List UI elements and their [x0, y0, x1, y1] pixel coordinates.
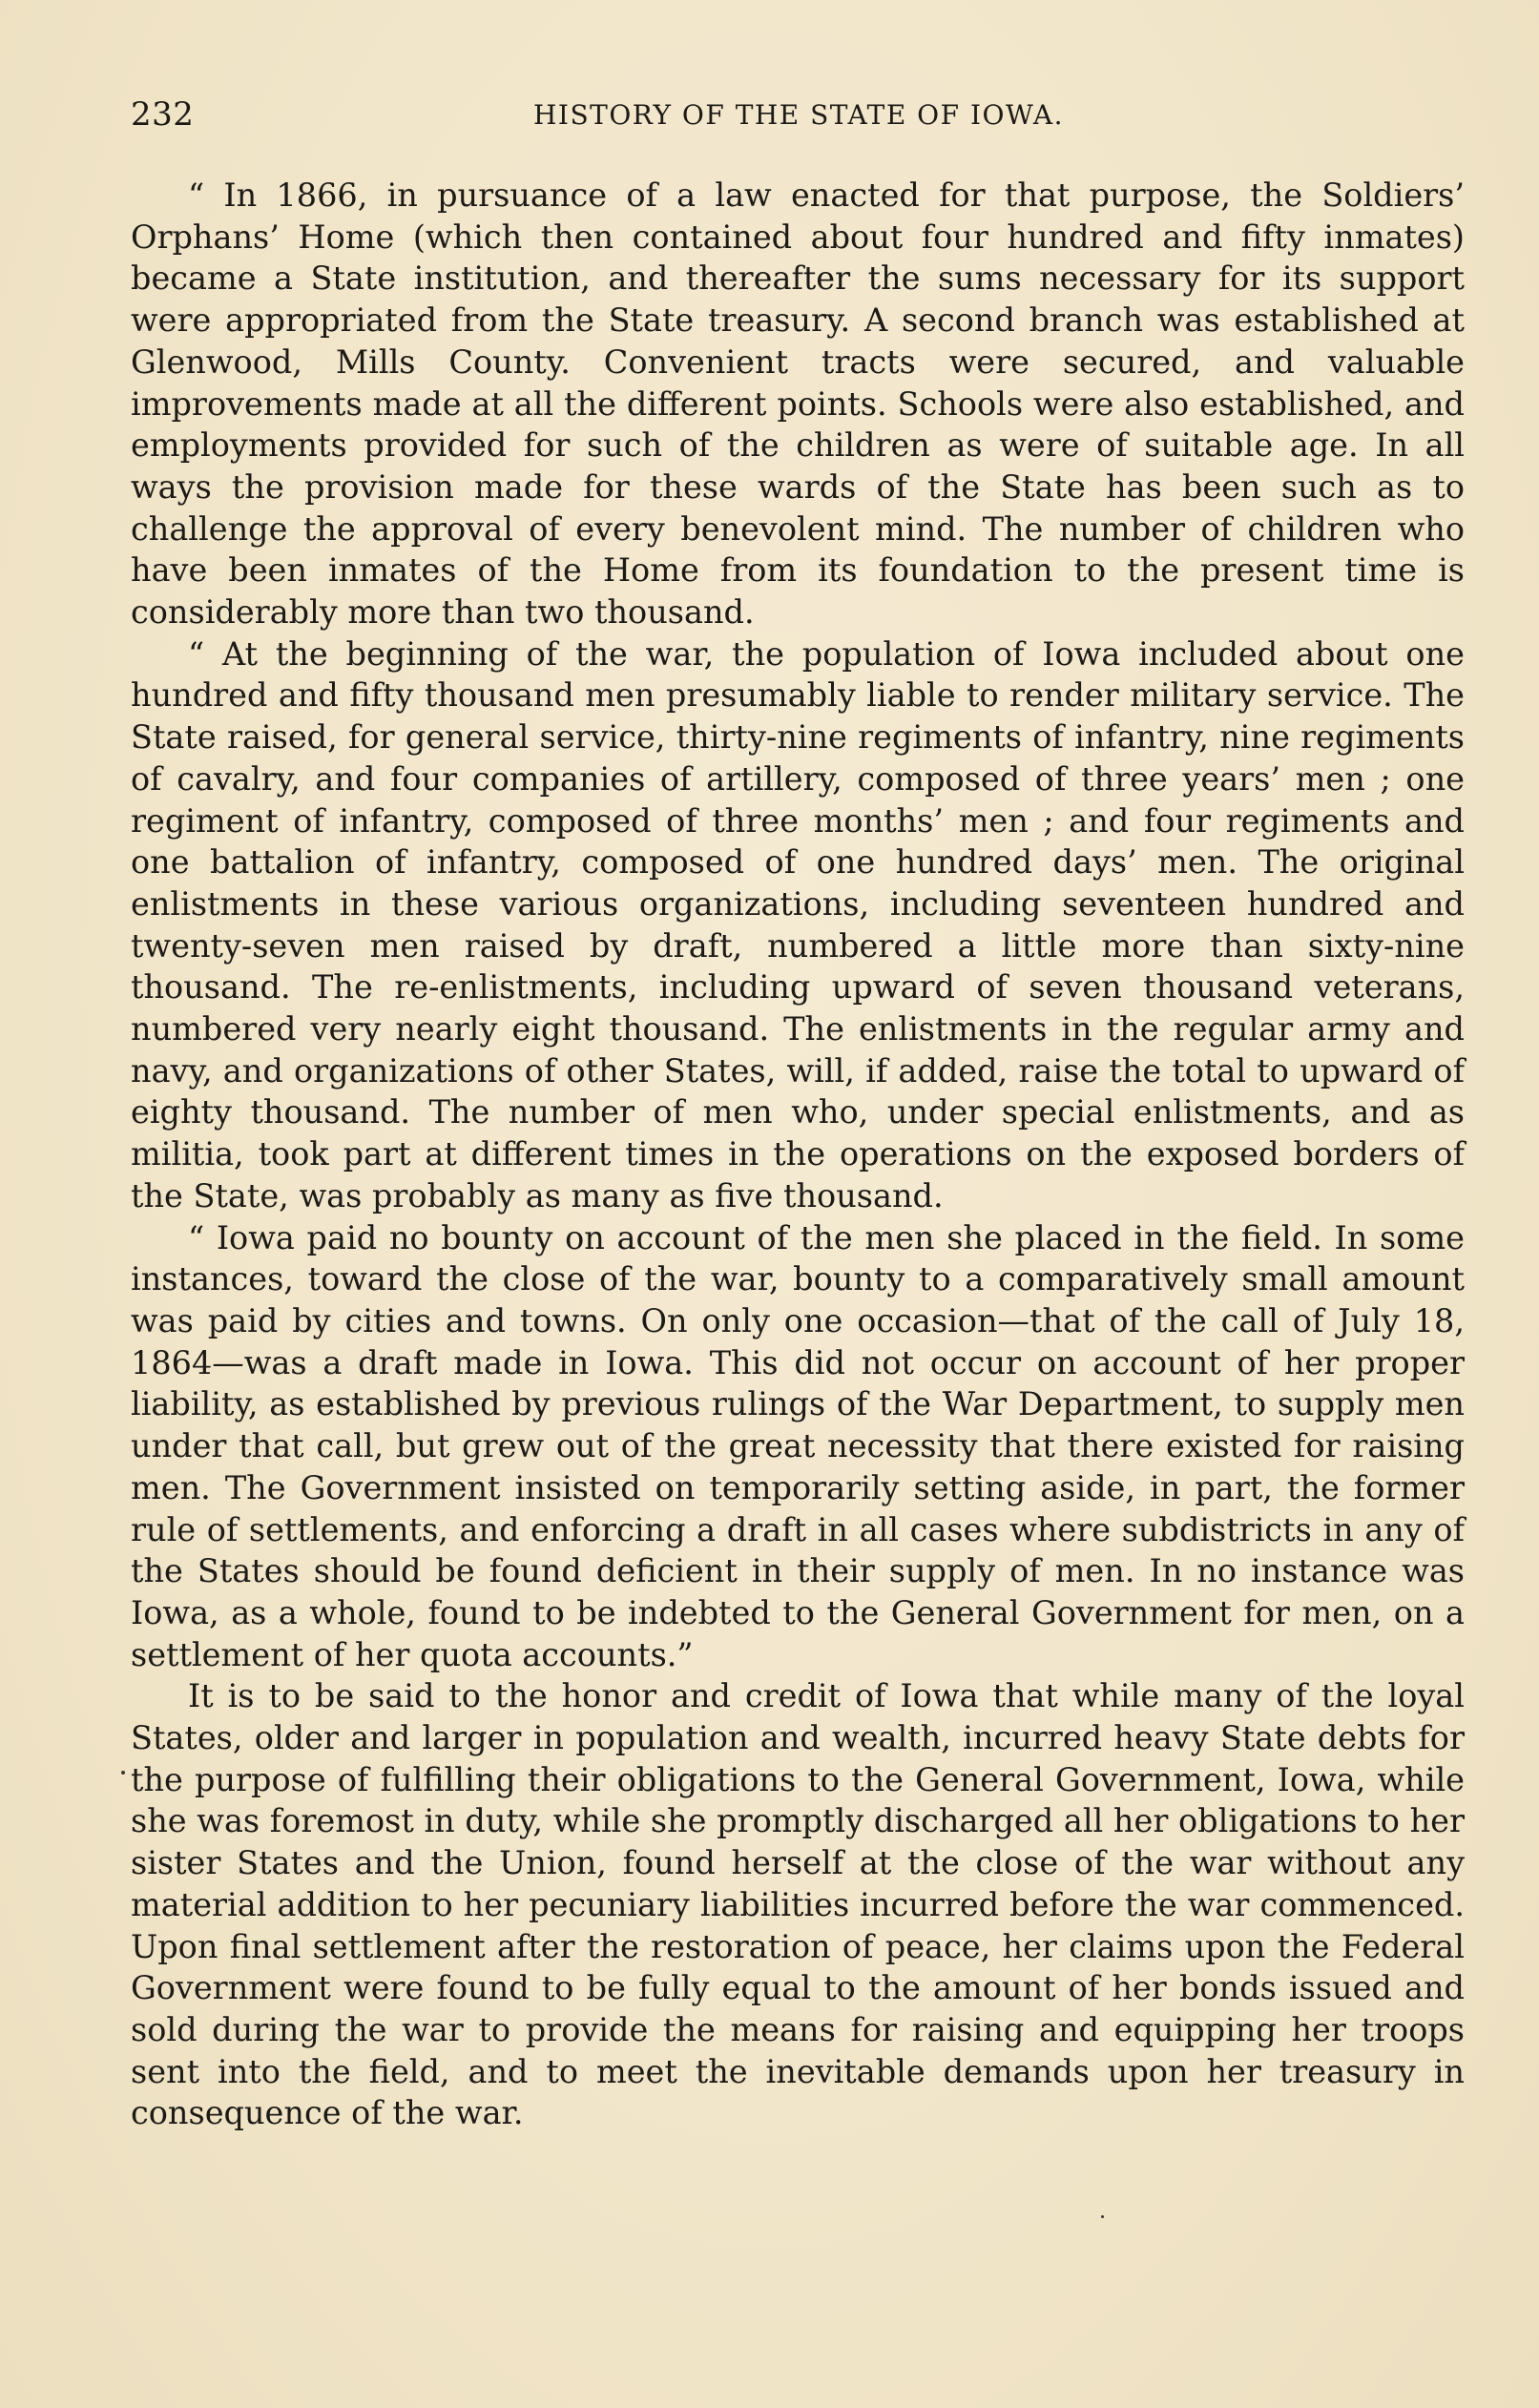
page-header	[131, 95, 1466, 143]
body-text	[131, 175, 1465, 2134]
paragraph-military-enlistments: “ At the beginning of the war, the population of Iowa included about one hundred and fifty thousand men presumably liable to render military service. The State raised, for general service, thirty-nine regiments of infantry, nine regiments of cavalry, and four companies of artillery, composed of three years’ men ; one regiment of infantry, composed of three months’ men ; and four regiments and one battalion of infantry, composed of one hundred days’ men. The original enlistments in these various organizations, including seventeen hundred and twenty-seven men raised by draft, numbered a little more than sixty-nine thousand. The re-enlistments, including upward of seven thousand veterans, numbered very nearly eight thousand. The enlistments in the regular army and navy, and organizations of other States, will, if added, raise the total to upward of eighty thousand. The number of men who, under special enlistments, and as militia, took part at different times in the operations on the exposed borders of the State, was probably as many as five thousand.	[131, 634, 1465, 1214]
running-title: HISTORY OF THE STATE OF IOWA.	[533, 99, 1064, 131]
margin-speck	[1101, 2215, 1104, 2218]
paragraph-state-finances: It is to be said to the honor and credit of Iowa that while many of the loyal States, older and larger in population and wealth, incurred heavy State debts for the purpose of fulfilling their obligations to the General Government, Iowa, while she was foremost in duty, while she promptly discharged all her obligations to her sister States and the Union, found herself at the close of the war without any material addition to her pecuniary liabilities incurred before the war commenced. Upon final settlement after the restoration of peace, her claims upon the Federal Government were found to be fully equal to the amount of her bonds issued and sold during the war to provide the means for raising and equipping her troops sent into the field, and to meet the inevitable demands upon her treasury in consequence of the war.	[131, 1677, 1465, 2132]
paragraph-bounty-and-draft: “ Iowa paid no bounty on account of the men she placed in the field. In some instances, toward the close of the war, bounty to a comparatively small amount was paid by cities and towns. On only one occasion—that of the call of July 18, 1864—was a draft made in Iowa. This did not occur on account of her proper liability, as established by previous rulings of the War Department, to supply men under that call, but grew out of the great necessity that there existed for raising men. The Government insisted on temporarily setting aside, in part, the former rule of settlements, and enforcing a draft in all cases where subdistricts in any of the States should be found deficient in their supply of men. In no instance was Iowa, as a whole, found to be indebted to the General Government for men, on a settlement of her quota accounts.”	[131, 1218, 1465, 1673]
margin-speck	[121, 1771, 125, 1775]
paragraph-soldiers-orphans-home: “ In 1866, in pursuance of a law enacted for that purpose, the Soldiers’ Orphans’ Home (which then contained about four hundred and fifty inmates) became a State institution, and thereafter the sums necessary for its support were appropriated from the State treasury. A second branch was established at Glenwood, Mills County. Convenient tracts were secured, and valuable improvements made at all the different points. Schools were also established, and employments provided for such of the children as were of suitable age. In all ways the provision made for these wards of the State has been such as to challenge the approval of every benevolent mind. The number of children who have been inmates of the Home from its foundation to the present time is considerably more than two thousand.	[131, 176, 1465, 632]
page-number: 232	[131, 95, 195, 134]
